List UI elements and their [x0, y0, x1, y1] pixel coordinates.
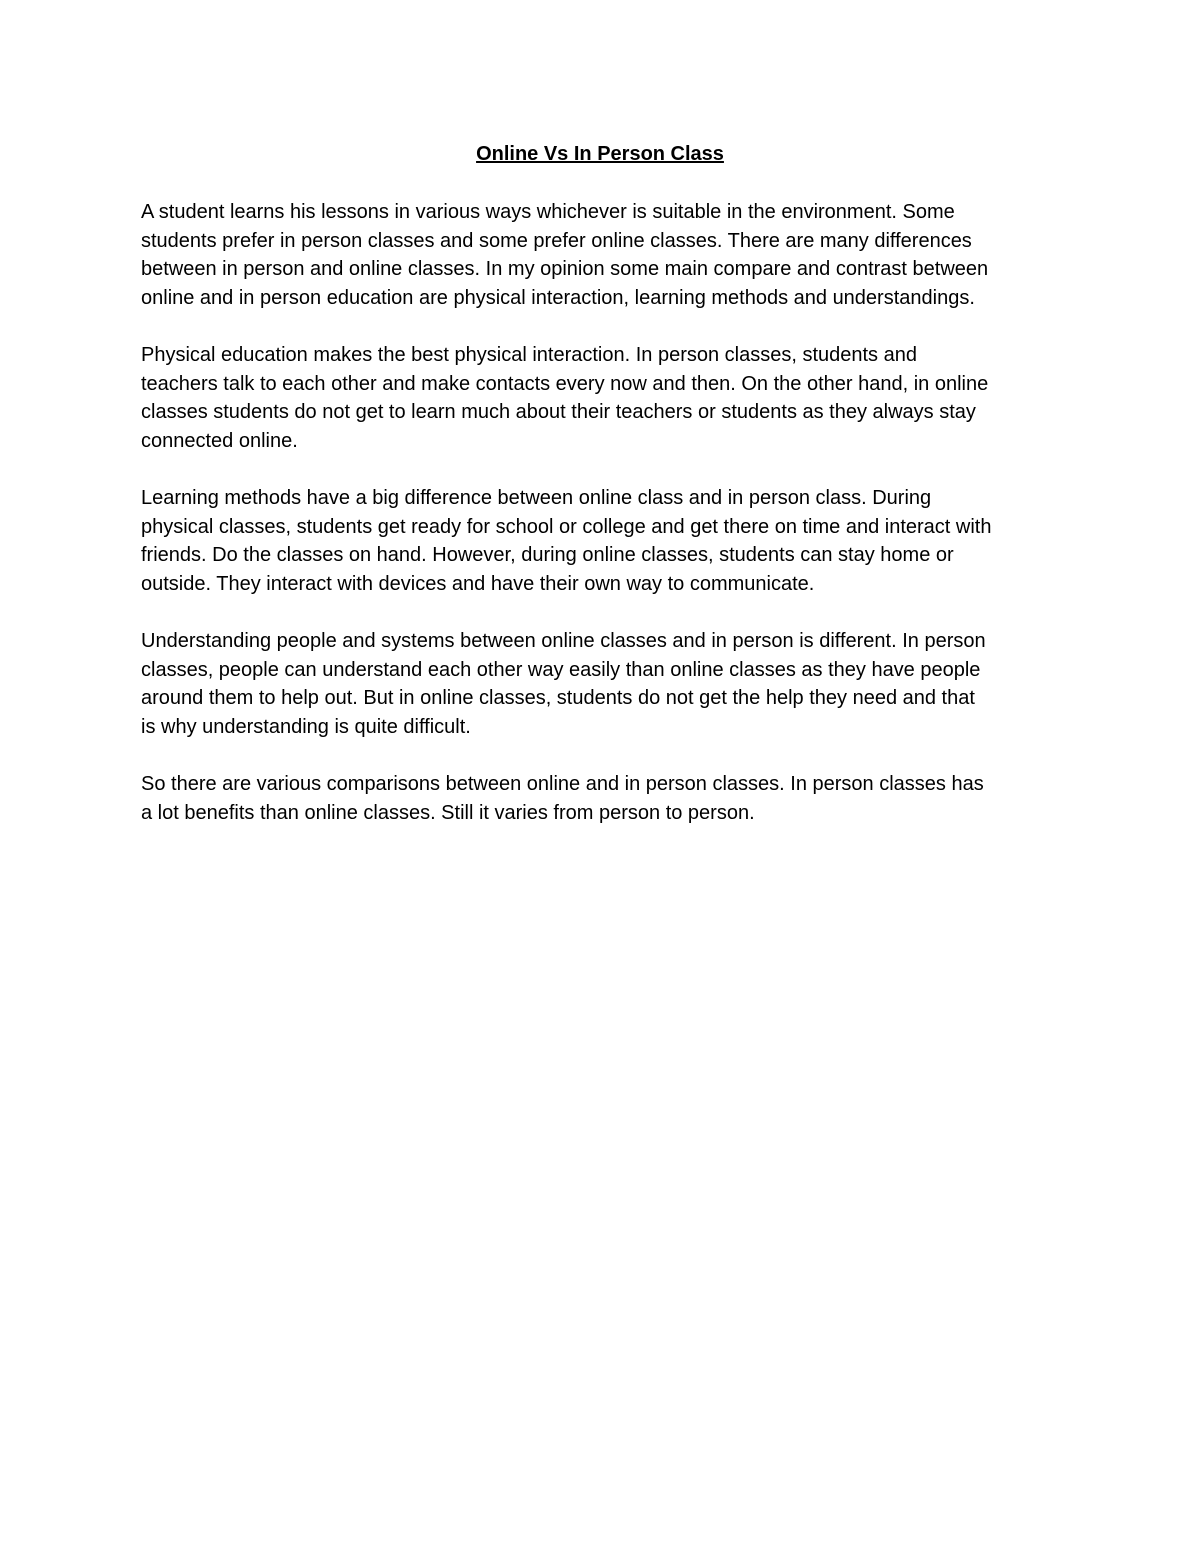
- paragraph-intro: A student learns his lessons in various ways whichever is suitable in the environment. Some students prefer in person classes and some prefer online classes. There are many differences between in person and online classes. In my opinion some main compare and contrast between online and in person education are physical interaction, learning methods and understandings.: [141, 201, 989, 309]
- document-title: Online Vs In Person Class: [476, 143, 724, 165]
- paragraph-learning-methods: Learning methods have a big difference between online class and in person class. During physical classes, students get ready for school or college and get there on time and interact with friends. Do the classes on hand. However, during online classes, students can stay home or outside. They interact with devices and have their own way to communicate.: [141, 487, 992, 595]
- document-body: [141, 198, 1071, 856]
- paragraph-conclusion: So there are various comparisons between online and in person classes. In person classes has a lot benefits than online classes. Still it varies from person to person.: [141, 773, 984, 824]
- paragraph-physical-interaction: Physical education makes the best physical interaction. In person classes, students and teachers talk to each other and make contacts every now and then. On the other hand, in online classes students do not get to learn much about their teachers or students as they always stay connected online.: [141, 344, 989, 452]
- paragraph-understanding: Understanding people and systems between online classes and in person is different. In person classes, people can understand each other way easily than online classes as they have people around them to help out. But in online classes, students do not get the help they need and that is why understanding is quite difficult.: [141, 630, 986, 738]
